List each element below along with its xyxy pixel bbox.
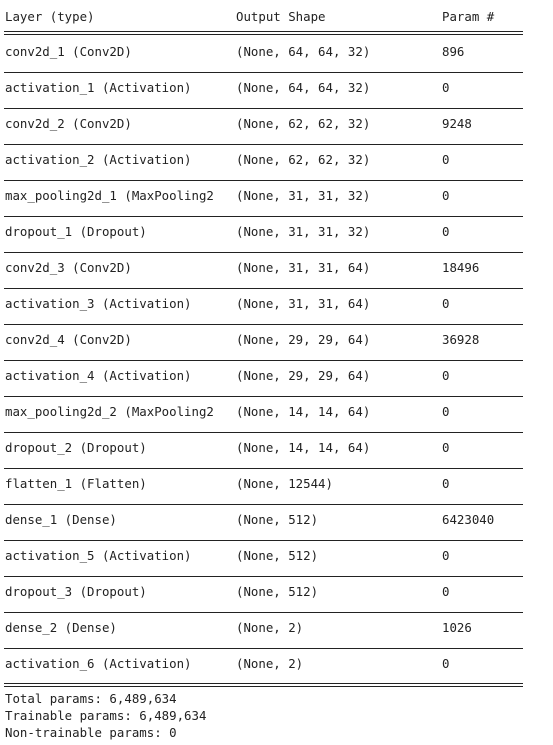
layer-name-cell: max_pooling2d_2 (MaxPooling2 — [5, 404, 214, 419]
layer-name-cell: max_pooling2d_1 (MaxPooling2 — [5, 188, 214, 203]
params-totals — [0, 690, 553, 741]
output-shape-cell: (None, 64, 64, 32) — [236, 80, 371, 95]
param-count-cell: 0 — [442, 188, 450, 203]
param-count-cell: 9248 — [442, 116, 472, 131]
layer-name-cell: activation_2 (Activation) — [5, 152, 192, 167]
param-count-cell: 0 — [442, 296, 450, 311]
output-shape-cell: (None, 31, 31, 64) — [236, 296, 371, 311]
param-count-cell: 0 — [442, 224, 450, 239]
table-row — [0, 36, 553, 72]
param-count-cell: 36928 — [442, 332, 480, 347]
footer-double-rule — [4, 683, 523, 687]
param-count-cell: 6423040 — [442, 512, 495, 527]
param-count-cell: 0 — [442, 404, 450, 419]
table-row — [0, 576, 553, 612]
layer-name-cell: conv2d_2 (Conv2D) — [5, 116, 132, 131]
layer-name-cell: dropout_2 (Dropout) — [5, 440, 147, 455]
output-shape-cell: (None, 512) — [236, 512, 319, 527]
param-count-cell: 0 — [442, 476, 450, 491]
param-count-cell: 18496 — [442, 260, 480, 275]
output-shape-cell: (None, 14, 14, 64) — [236, 440, 371, 455]
output-shape-cell: (None, 31, 31, 32) — [236, 224, 371, 239]
header-param-count: Param # — [442, 9, 495, 24]
param-count-cell: 0 — [442, 548, 450, 563]
output-shape-cell: (None, 29, 29, 64) — [236, 368, 371, 383]
param-count-cell: 0 — [442, 656, 450, 671]
output-shape-cell: (None, 2) — [236, 620, 304, 635]
header-double-rule — [4, 31, 523, 35]
table-row — [0, 648, 553, 684]
output-shape-cell: (None, 512) — [236, 584, 319, 599]
table-row — [0, 324, 553, 360]
table-row — [0, 216, 553, 252]
output-shape-cell: (None, 64, 64, 32) — [236, 44, 371, 59]
table-row — [0, 144, 553, 180]
param-count-cell: 1026 — [442, 620, 472, 635]
layer-name-cell: activation_4 (Activation) — [5, 368, 192, 383]
layer-name-cell: conv2d_3 (Conv2D) — [5, 260, 132, 275]
non-trainable-params: Non-trainable params: 0 — [5, 725, 177, 740]
table-row — [0, 360, 553, 396]
layer-name-cell: dropout_1 (Dropout) — [5, 224, 147, 239]
table-row — [0, 396, 553, 432]
table-row — [0, 252, 553, 288]
output-shape-cell: (None, 2) — [236, 656, 304, 671]
output-shape-cell: (None, 29, 29, 64) — [236, 332, 371, 347]
layer-name-cell: conv2d_1 (Conv2D) — [5, 44, 132, 59]
header-output-shape: Output Shape — [236, 9, 326, 24]
trainable-params: Trainable params: 6,489,634 — [5, 708, 207, 723]
layer-name-cell: activation_3 (Activation) — [5, 296, 192, 311]
table-row — [0, 468, 553, 504]
table-row — [0, 612, 553, 648]
layer-name-cell: activation_6 (Activation) — [5, 656, 192, 671]
output-shape-cell: (None, 31, 31, 32) — [236, 188, 371, 203]
param-count-cell: 0 — [442, 152, 450, 167]
table-row — [0, 540, 553, 576]
layer-name-cell: flatten_1 (Flatten) — [5, 476, 147, 491]
summary-header — [0, 0, 553, 30]
output-shape-cell: (None, 31, 31, 64) — [236, 260, 371, 275]
layer-name-cell: dense_2 (Dense) — [5, 620, 117, 635]
param-count-cell: 0 — [442, 584, 450, 599]
total-params: Total params: 6,489,634 — [5, 691, 177, 706]
param-count-cell: 0 — [442, 440, 450, 455]
output-shape-cell: (None, 62, 62, 32) — [236, 116, 371, 131]
output-shape-cell: (None, 512) — [236, 548, 319, 563]
param-count-cell: 0 — [442, 80, 450, 95]
table-row — [0, 180, 553, 216]
output-shape-cell: (None, 62, 62, 32) — [236, 152, 371, 167]
output-shape-cell: (None, 14, 14, 64) — [236, 404, 371, 419]
table-row — [0, 504, 553, 540]
output-shape-cell: (None, 12544) — [236, 476, 333, 491]
layer-name-cell: conv2d_4 (Conv2D) — [5, 332, 132, 347]
table-row — [0, 108, 553, 144]
param-count-cell: 0 — [442, 368, 450, 383]
table-row — [0, 432, 553, 468]
header-layer-type: Layer (type) — [5, 9, 95, 24]
table-row — [0, 288, 553, 324]
table-row — [0, 72, 553, 108]
param-count-cell: 896 — [442, 44, 465, 59]
layer-name-cell: activation_5 (Activation) — [5, 548, 192, 563]
layer-name-cell: dropout_3 (Dropout) — [5, 584, 147, 599]
layer-name-cell: activation_1 (Activation) — [5, 80, 192, 95]
layer-name-cell: dense_1 (Dense) — [5, 512, 117, 527]
